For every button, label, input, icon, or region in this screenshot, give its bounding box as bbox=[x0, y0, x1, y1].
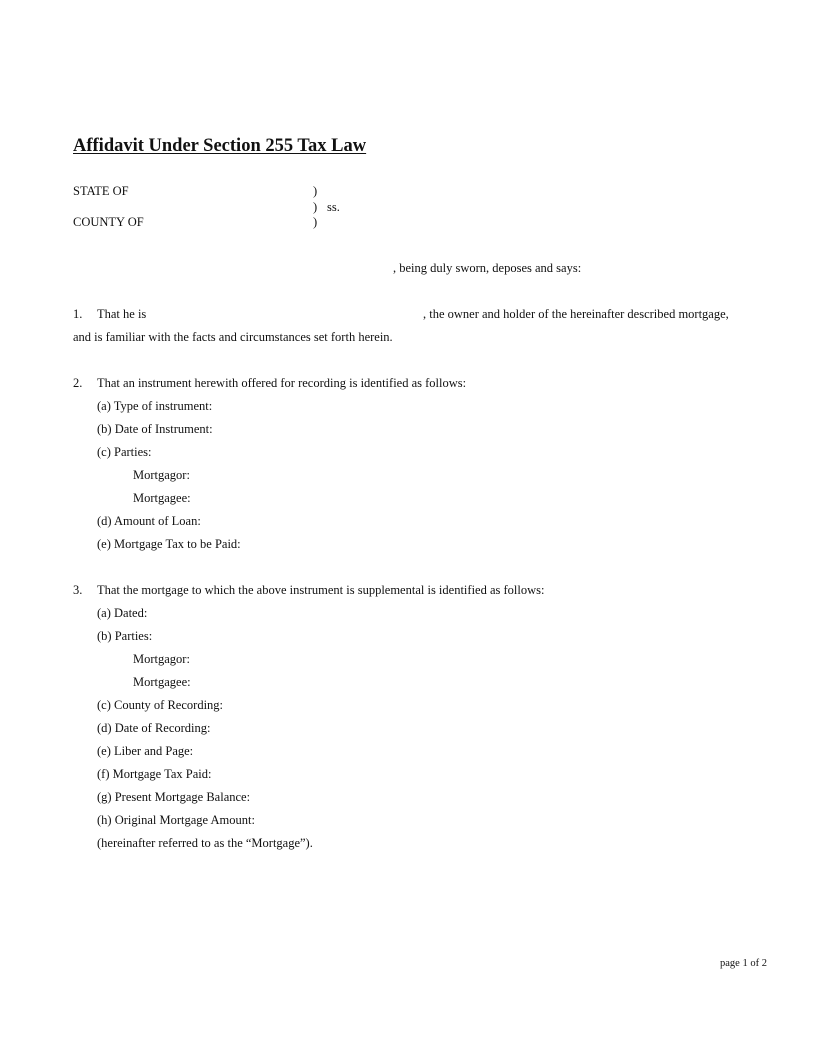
section-3-item-g: (g) Present Mortgage Balance: bbox=[97, 790, 251, 804]
venue-paren: ) bbox=[313, 215, 318, 229]
section-2-item-b: (b) Date of Instrument: bbox=[97, 422, 213, 436]
section-2-mortgagor: Mortgagor: bbox=[133, 468, 190, 482]
section-3-lead: That the mortgage to which the above instrument is supplemental is identified as follows: bbox=[97, 583, 545, 597]
section-3-item-a: (a) Dated: bbox=[97, 606, 148, 620]
section-3-item-e: (e) Liber and Page: bbox=[97, 744, 194, 758]
section-3-item-b: (b) Parties: bbox=[97, 629, 153, 643]
ss-label: ss. bbox=[327, 200, 340, 214]
deposes-statement: , being duly sworn, deposes and says: bbox=[393, 261, 582, 275]
section-2-number: 2. bbox=[73, 376, 83, 390]
section-3-item-f: (f) Mortgage Tax Paid: bbox=[97, 767, 212, 781]
venue-paren: ) bbox=[313, 184, 318, 198]
section-2-item-c: (c) Parties: bbox=[97, 445, 152, 459]
document-title: Affidavit Under Section 255 Tax Law bbox=[73, 136, 367, 156]
venue-paren: ) bbox=[313, 200, 318, 214]
section-2-mortgagee: Mortgagee: bbox=[133, 491, 191, 505]
section-3-item-h: (h) Original Mortgage Amount: bbox=[97, 813, 255, 827]
section-3-item-d: (d) Date of Recording: bbox=[97, 721, 211, 735]
section-1-continuation: and is familiar with the facts and circumstances set forth herein. bbox=[73, 330, 393, 344]
section-1-lead: That he is bbox=[97, 307, 147, 321]
section-3-number: 3. bbox=[73, 583, 83, 597]
page-number: page 1 of 2 bbox=[720, 958, 767, 969]
section-2-item-e: (e) Mortgage Tax to be Paid: bbox=[97, 537, 241, 551]
section-3-mortgagor: Mortgagor: bbox=[133, 652, 190, 666]
section-3-item-c: (c) County of Recording: bbox=[97, 698, 224, 712]
state-label: STATE OF bbox=[73, 184, 129, 198]
section-3-reference: (hereinafter referred to as the “Mortgage”). bbox=[97, 836, 313, 850]
section-2-item-d: (d) Amount of Loan: bbox=[97, 514, 201, 528]
county-label: COUNTY OF bbox=[73, 215, 144, 229]
section-1-trail: , the owner and holder of the hereinafter described mortgage, bbox=[423, 307, 729, 321]
section-3-mortgagee: Mortgagee: bbox=[133, 675, 191, 689]
section-1-number: 1. bbox=[73, 307, 83, 321]
section-2-item-a: (a) Type of instrument: bbox=[97, 399, 213, 413]
section-2-lead: That an instrument herewith offered for recording is identified as follows: bbox=[97, 376, 467, 390]
